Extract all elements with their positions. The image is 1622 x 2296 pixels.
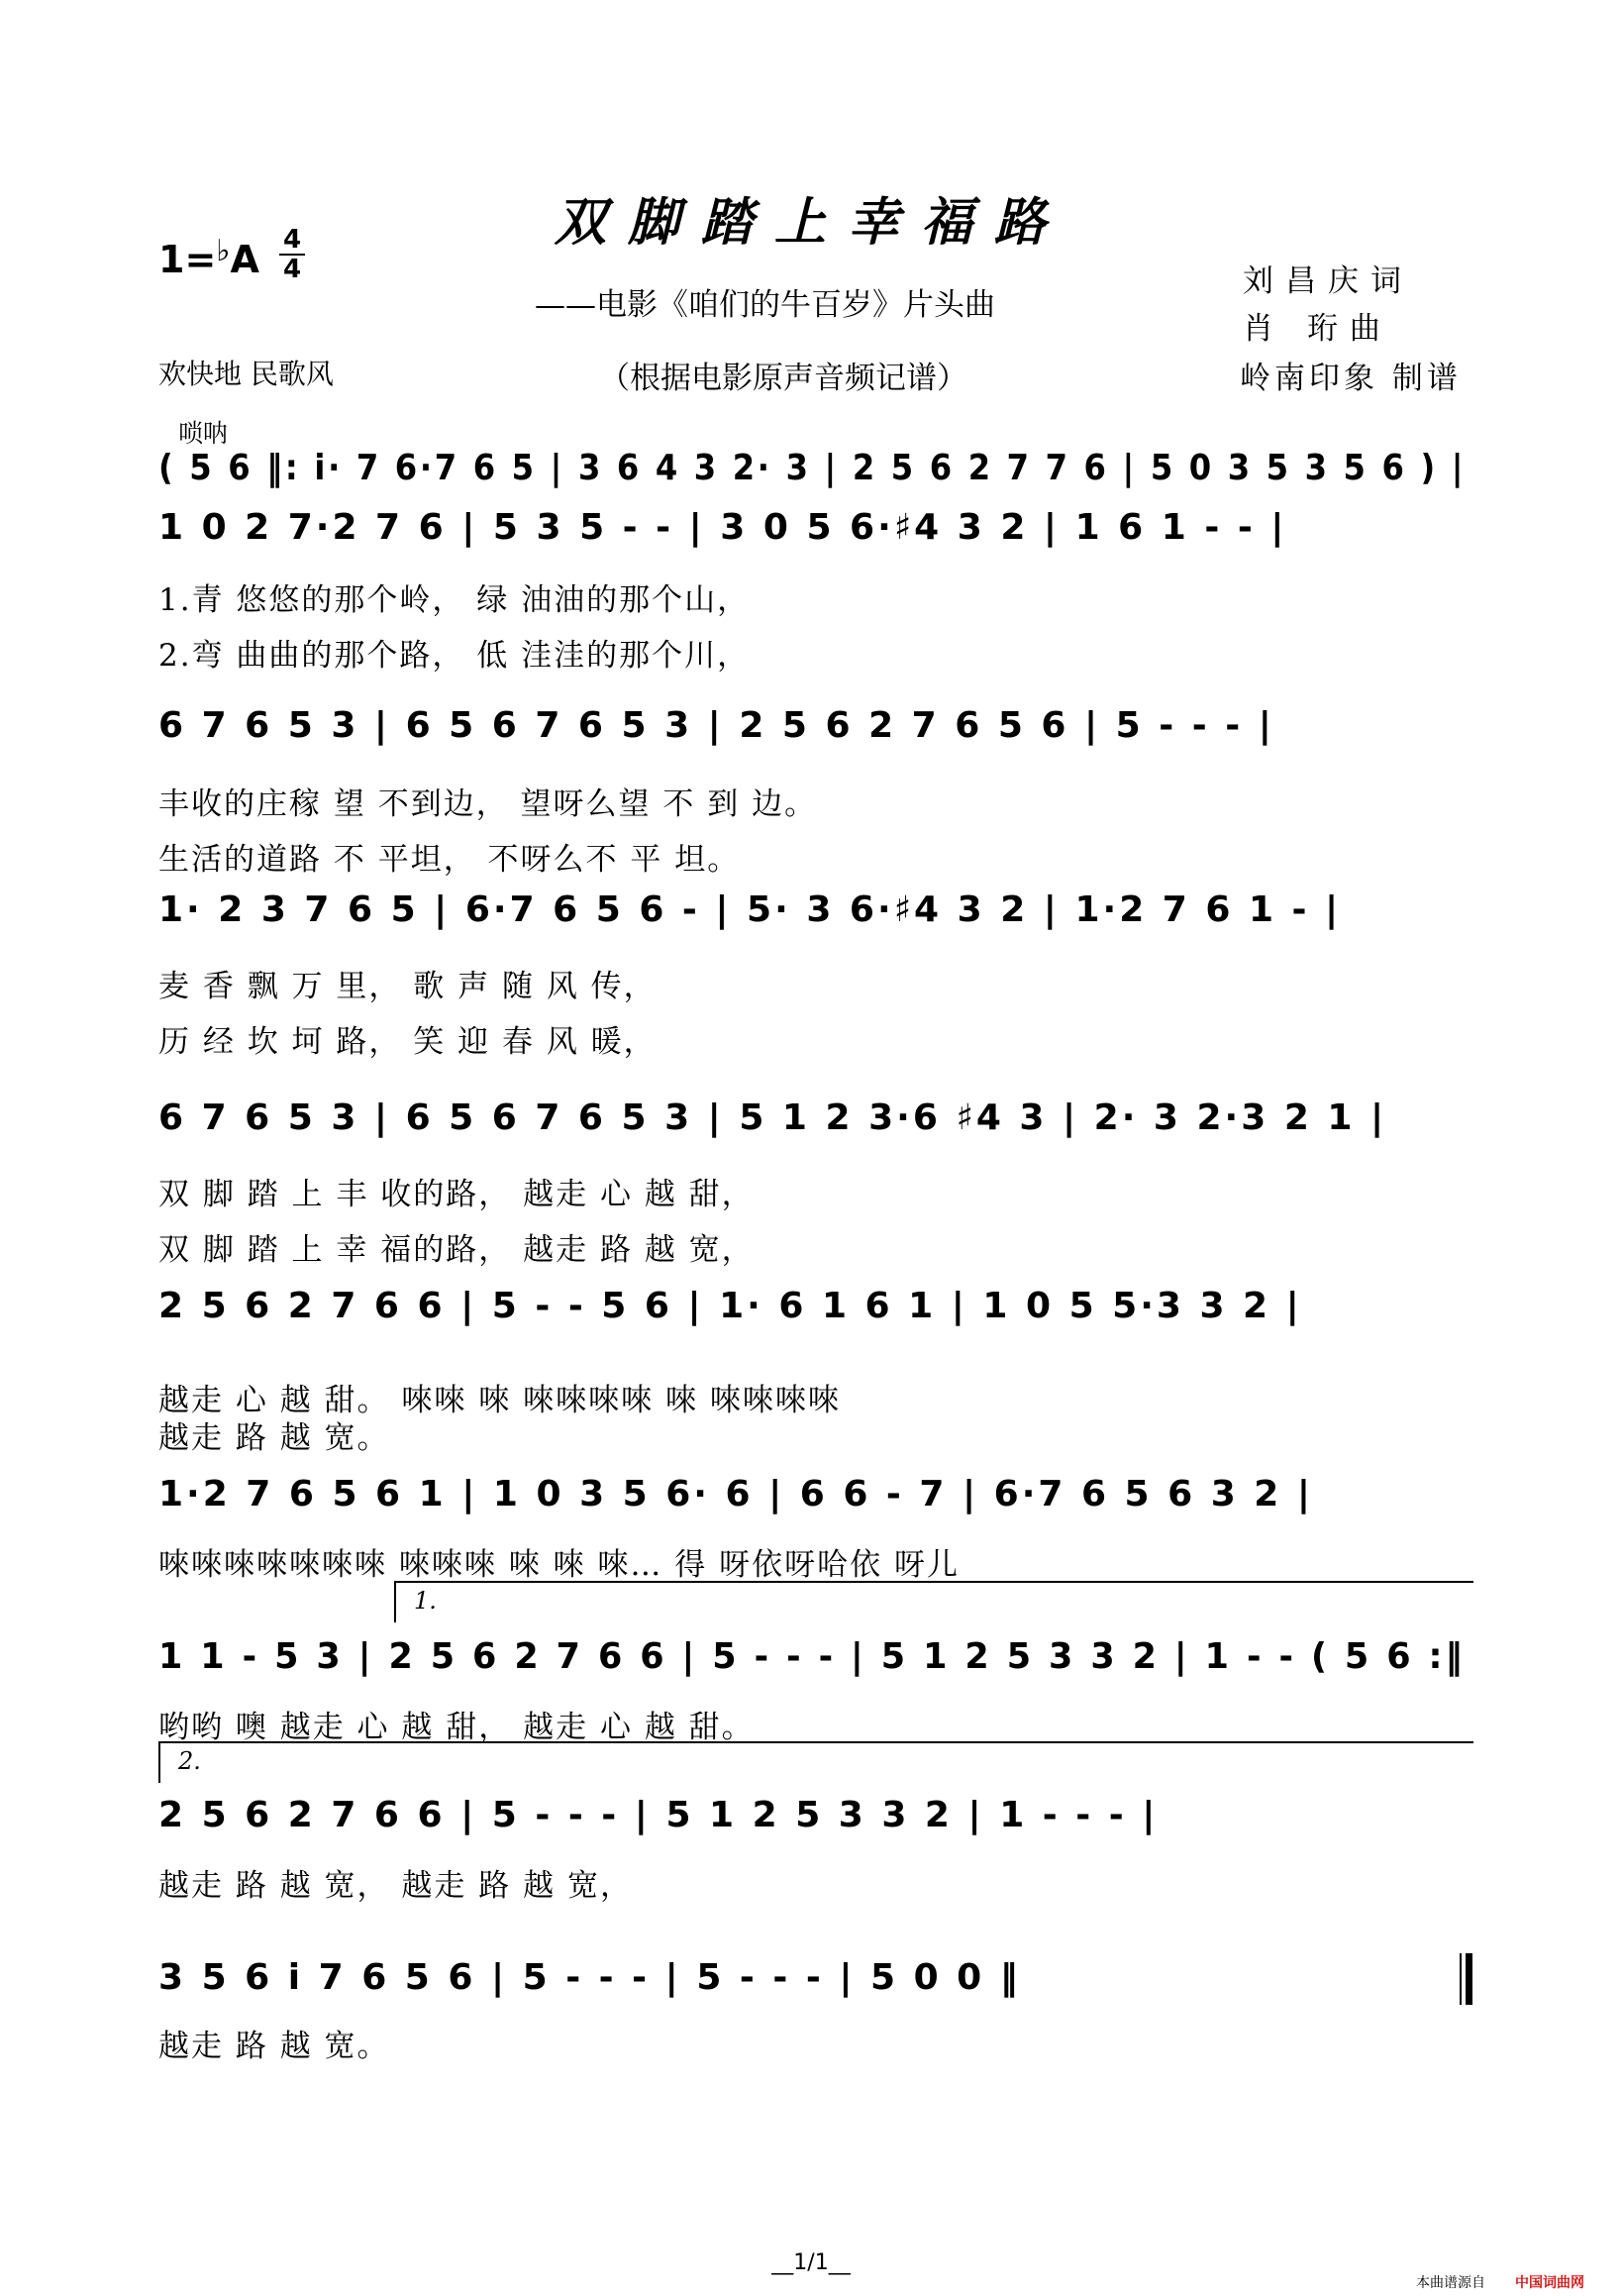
key-note: A xyxy=(230,238,259,281)
lyrics-verse-1: 越走 路 越 宽。 xyxy=(158,2029,390,2064)
source-label: 本曲谱源自 xyxy=(1416,2275,1485,2291)
arranger: 岭南印象 制谱 xyxy=(1240,361,1462,396)
lyrics-verse-1: 哟哟 噢 越走 心 越 甜， 越走 心 越 甜。 xyxy=(158,1710,755,1745)
lyrics-verse-1: 越走 路 越 宽， 越走 路 越 宽， xyxy=(158,1868,633,1904)
transcription-note: （根据电影原声音频记谱） xyxy=(599,361,967,396)
notation-row: 2 5 6 2 7 6 6 | 5 - - - | 5 1 2 5 3 3 2 | 1 - - - | xyxy=(158,1795,1159,1835)
instrument-label: 唢呐 xyxy=(178,419,229,448)
volta-bracket-2 xyxy=(158,1741,1473,1783)
flat-sign: ♭ xyxy=(216,234,231,268)
notation-row: 6 7 6 5 3 | 6 5 6 7 6 5 3 | 2 5 6 2 7 6 5 6 | 5 - - - | xyxy=(158,705,1274,746)
lyrics-verse-1: 麦 香 飘 万 里， 歌 声 随 风 传， xyxy=(158,969,657,1004)
key-signature xyxy=(158,234,259,281)
time-signature xyxy=(279,226,305,283)
lyrics-verse-1: 越走 心 越 甜。 唻唻 唻 唻唻唻唻 唻 唻唻唻唻 xyxy=(158,1383,841,1418)
key-prefix: 1= xyxy=(158,238,217,281)
notation-row: ( 5 6 ‖: i· 7 6·7 6 5 | 3 6 4 3 2· 3 | 2 5 6 2 7 7 6 | 5 0 3 5 3 5 6 ) | xyxy=(158,448,1467,488)
notation-row: 1· 2 3 7 6 5 | 6·7 6 5 6 - | 5· 3 6·♯4 3 2 | 1·2 7 6 1 - | xyxy=(158,889,1342,930)
song-title: 双脚踏上幸福路 xyxy=(554,192,1067,253)
notation-row: 1 0 2 7·2 7 6 | 5 3 5 - - | 3 0 5 6·♯4 3 2 | 1 6 1 - - | xyxy=(158,507,1287,548)
lyrics-verse-1: 双 脚 踏 上 丰 收的路， 越走 心 越 甜， xyxy=(158,1177,755,1212)
tempo-marking: 欢快地 民歌风 xyxy=(158,358,334,390)
lyrics-verse-2: 双 脚 踏 上 幸 福的路， 越走 路 越 宽， xyxy=(158,1232,755,1268)
notation-row: 1 1 - 5 3 | 2 5 6 2 7 6 6 | 5 - - - | 5 1 2 5 3 3 2 | 1 - - ( 5 6 :‖ xyxy=(158,1636,1466,1677)
notation-row: 1·2 7 6 5 6 1 | 1 0 3 5 6· 6 | 6 6 - 7 | 6·7 6 5 6 3 2 | xyxy=(158,1474,1314,1514)
notation-row: 2 5 6 2 7 6 6 | 5 - - 5 6 | 1· 6 1 6 1 | 1 0 5 5·3 3 2 | xyxy=(158,1286,1302,1326)
lyricist: 刘昌庆词 xyxy=(1243,263,1413,299)
volta-bracket-1 xyxy=(394,1581,1473,1622)
lyrics-verse-2: 越走 路 越 宽。 xyxy=(158,1420,390,1456)
subtitle: ——电影《咱们的牛百岁》片头曲 xyxy=(535,287,995,323)
lyrics-verse-1: 丰收的庄稼 望 不到边， 望呀么望 不 到 边。 xyxy=(158,786,818,822)
final-barline-thick xyxy=(1466,1953,1472,2005)
volta-label: 1. xyxy=(414,1587,437,1615)
site-logo-text: 中国词曲网 xyxy=(1515,2275,1584,2291)
lyrics-verse-2: 2.弯 曲曲的那个路， 低 洼洼的那个川， xyxy=(158,638,751,674)
notation-row: 3 5 6 i 7 6 5 6 | 5 - - - | 5 - - - | 5 0 0 ‖ xyxy=(158,1957,1021,1998)
page-number: __1/1__ xyxy=(771,2250,851,2275)
volta-label: 2. xyxy=(178,1747,201,1775)
composer: 肖 珩曲 xyxy=(1243,311,1392,347)
time-top: 4 xyxy=(282,225,302,255)
lyrics-verse-1: 1.青 悠悠的那个岭， 绿 油油的那个山， xyxy=(158,582,751,618)
final-barline-thin xyxy=(1460,1953,1462,2005)
notation-row: 6 7 6 5 3 | 6 5 6 7 6 5 3 | 5 1 2 3·6 ♯4 3 | 2· 3 2·3 2 1 | xyxy=(158,1097,1387,1138)
time-bottom: 4 xyxy=(279,254,305,283)
lyrics-verse-2: 历 经 坎 坷 路， 笑 迎 春 风 暖， xyxy=(158,1024,657,1060)
lyrics-verse-1: 唻唻唻唻唻唻唻 唻唻唻 唻 唻 唻… 得 呀依呀哈依 呀儿 xyxy=(158,1547,960,1583)
lyrics-verse-2: 生活的道路 不 平坦， 不呀么不 平 坦。 xyxy=(158,842,741,878)
credits xyxy=(1243,258,1413,353)
